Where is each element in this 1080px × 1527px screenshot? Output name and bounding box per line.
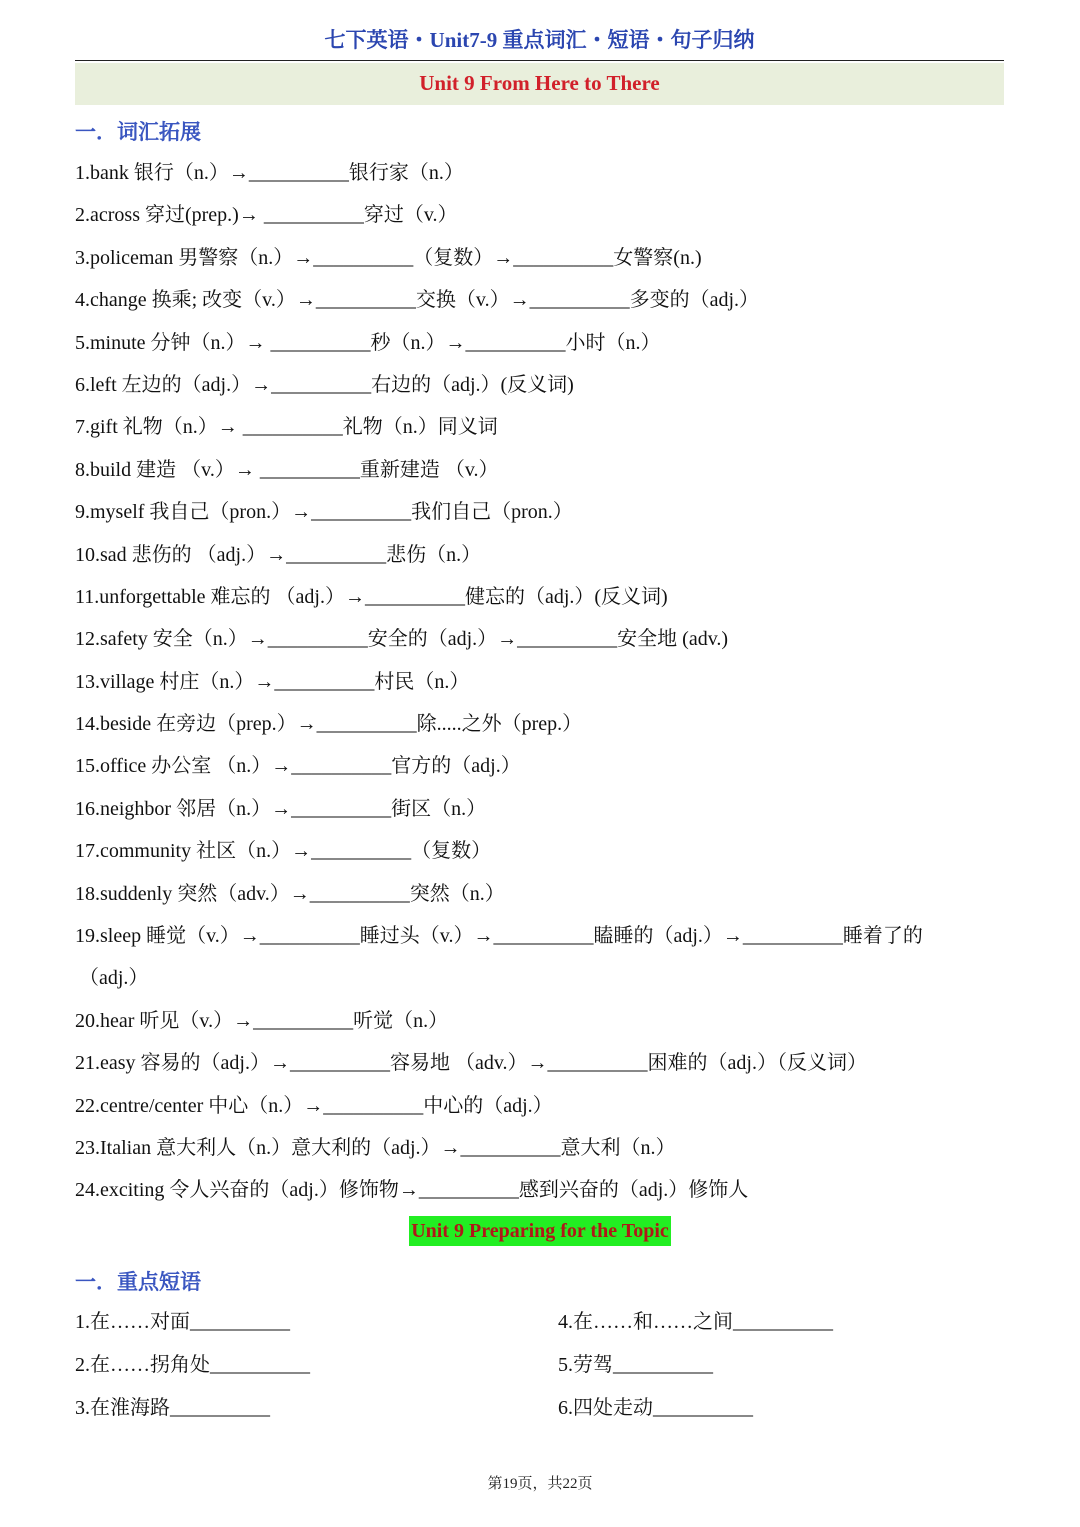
vocab-item: 18.suddenly 突然（adv.）→__________突然（n.） [75,882,505,905]
unit-title-banner: Unit 9 From Here to There [75,63,1004,105]
phrase-section-heading: 一．重点短语 [75,1270,201,1294]
phrase-item: 3.在淮海路__________ [75,1397,270,1419]
vocab-item: 9.myself 我自己（pron.）→__________我们自己（pron.） [75,501,573,524]
vocab-item: 17.community 社区（n.）→__________（复数） [75,840,492,863]
page-header [75,22,1004,61]
vocab-item: 6.left 左边的（adj.）→__________右边的（adj.）(反义词) [75,373,574,396]
vocab-item: 1.bank 银行（n.）→__________银行家（n.） [75,162,464,184]
document-title: 七下英语・Unit7-9 重点词汇・短语・句子归纳 [324,28,755,52]
vocab-item: 8.build 建造 （v.）→ __________重新建造 （v.） [75,458,499,481]
vocab-item: 22.centre/center 中心（n.）→__________中心的（adj.） [75,1094,553,1117]
vocab-item: 20.hear 听见（v.）→__________听觉（n.） [75,1009,449,1032]
vocab-item: 23.Italian 意大利人（n.）意大利的（adj.）→__________意大利（n.） [75,1136,676,1159]
topic-title-row [0,1216,1080,1246]
vocab-item: 4.change 换乘; 改变（v.）→__________交换（v.）→__________多变的（adj.） [75,289,760,312]
vocab-item: 3.policeman 男警察（n.）→__________（复数）→__________女警察(n.) [75,246,702,269]
page-number: 第19页，共22页 [487,1476,593,1492]
vocab-item: 11.unforgettable 难忘的 （adj.）→__________健忘的（adj.）(反义词) [75,585,668,608]
vocab-item: 2.across 穿过(prep.)→ __________穿过（v.） [75,204,458,227]
vocab-item: 7.gift 礼物（n.）→ __________礼物（n.）同义词 [75,416,498,439]
vocab-item: 10.sad 悲伤的 （adj.）→__________悲伤（n.） [75,543,482,566]
vocab-item: 15.office 办公室 （n.）→__________官方的（adj.） [75,755,521,778]
vocab-section-heading: 一．词汇拓展 [75,120,201,144]
vocab-item: 19.sleep 睡觉（v.）→__________睡过头（v.）→__________瞌睡的（adj.）→__________睡着了的 [75,925,923,948]
vocab-item: 16.neighbor 邻居（n.）→__________街区（n.） [75,797,487,820]
topic-title: Unit 9 Preparing for the Topic [409,1216,671,1246]
phrase-column-right [558,1301,833,1430]
phrase-item: 6.四处走动__________ [558,1397,753,1419]
vocab-item: 14.beside 在旁边（prep.）→__________除.....之外（prep.） [75,713,583,736]
vocab-item: 24.exciting 令人兴奋的（adj.）修饰物→__________感到兴奋的（adj.）修饰人 [75,1179,749,1202]
phrase-item: 1.在……对面__________ [75,1311,290,1333]
vocab-item: 5.minute 分钟（n.）→ __________秒（n.）→__________小时（n.） [75,331,661,354]
vocab-item: 21.easy 容易的（adj.）→__________容易地 （adv.）→__________困难的（adj.）（反义词） [75,1052,867,1075]
phrase-item: 5.劳驾__________ [558,1354,713,1376]
vocab-list [75,152,1010,1212]
vocab-item: 13.village 村庄（n.）→__________村民（n.） [75,670,470,693]
phrase-item: 4.在……和……之间__________ [558,1311,833,1333]
vocab-item-continuation: （adj.） [79,967,149,990]
vocab-item: 12.safety 安全（n.）→__________安全的（adj.）→__________安全地 (adv.) [75,628,729,651]
phrase-column-left [75,1301,310,1430]
phrase-item: 2.在……拐角处__________ [75,1354,310,1376]
